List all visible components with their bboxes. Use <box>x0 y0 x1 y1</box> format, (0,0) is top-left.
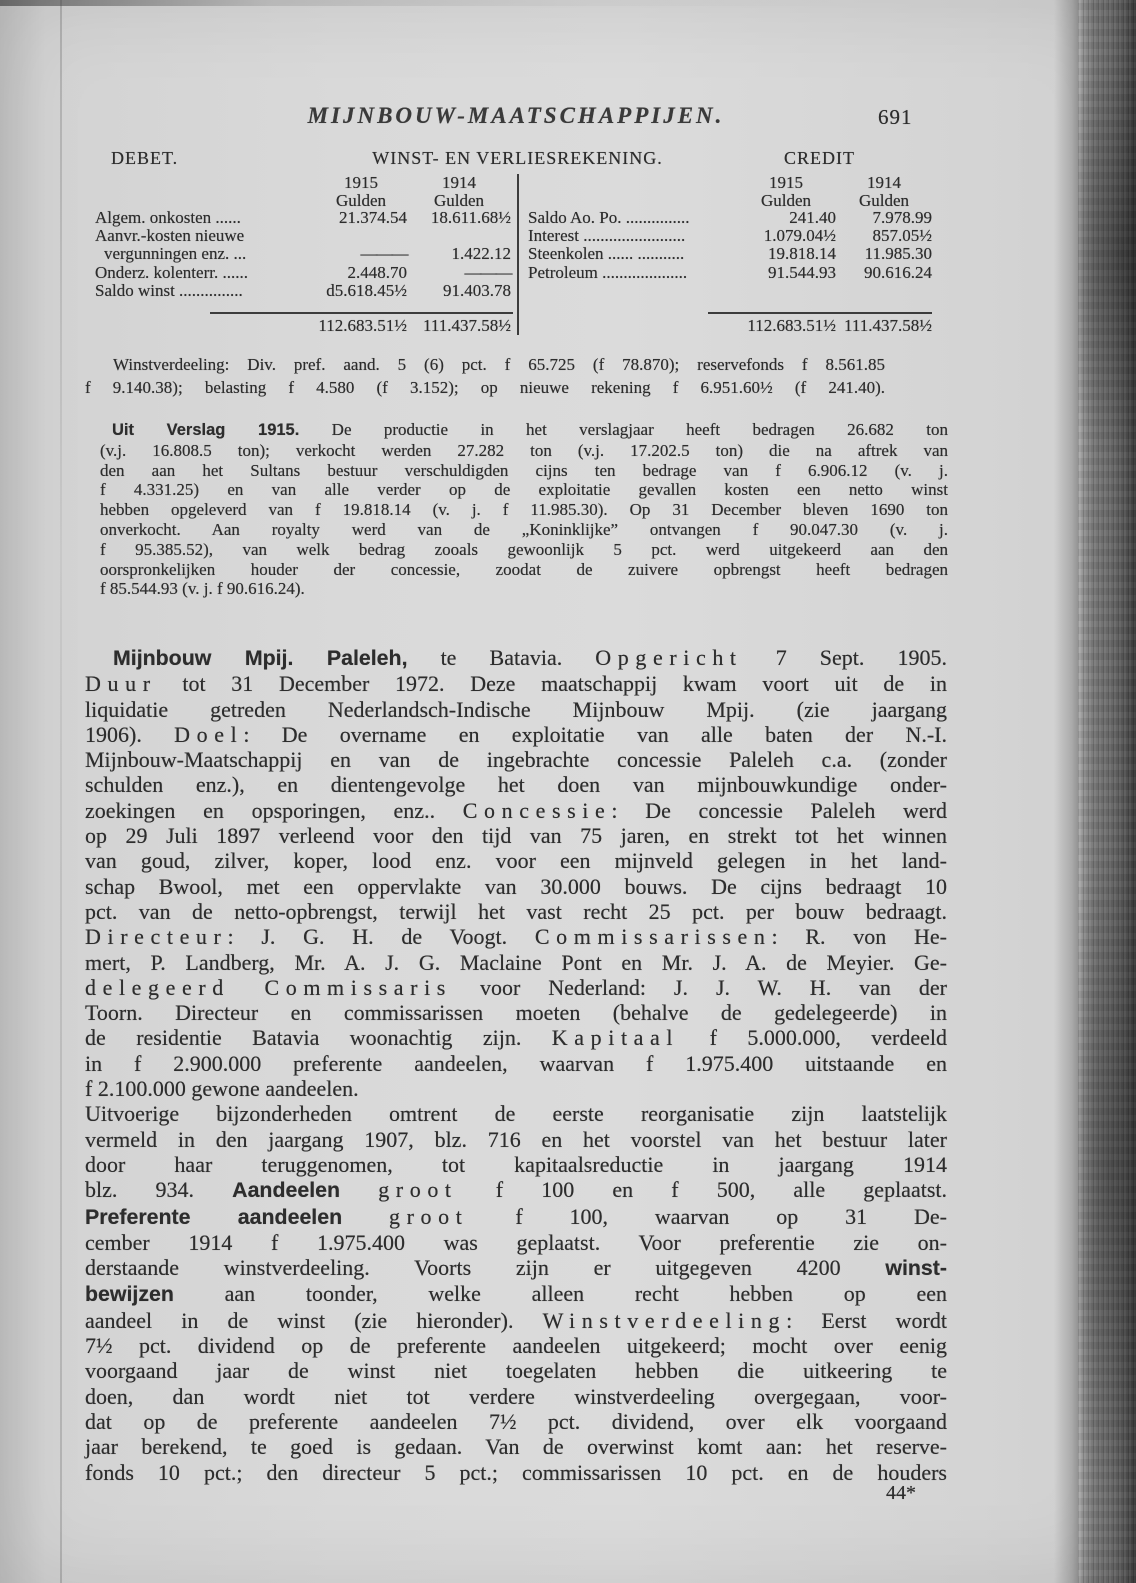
table-title: WINST- EN VERLIESREKENING. <box>372 148 663 168</box>
text-run: Toorn. Directeur en commissarissen moeten (behalve de gedelegeerde) in <box>85 1000 947 1026</box>
annual-report-paragraph <box>100 420 948 599</box>
text-run: f 4.331.25) en van alle verder op de exploitatie gevallen kosten een netto winst <box>100 480 948 500</box>
total-rule <box>210 312 513 314</box>
text-line <box>85 823 947 848</box>
text-run: onverkocht. Aan royalty werd van de „Koninklijke” ontvangen f 90.047.30 (v. j. <box>100 519 948 539</box>
text-run: cember 1914 f 1.975.400 was geplaatst. Voor preferentie zie on- <box>85 1229 947 1255</box>
text-run: vermeld in den jaargang 1907, blz. 716 en het voorstel van het bestuur later <box>85 1126 947 1152</box>
letterspaced-keyword: Directeur <box>85 924 228 950</box>
credit-header: CREDIT <box>784 148 855 168</box>
bold-keyword: winst- <box>885 1256 947 1281</box>
letterspaced-keyword: Duur <box>85 671 157 697</box>
text-run: de residentie Batavia woonachtig zijn. <box>85 1025 552 1051</box>
text-run: Uitvoerige bijzonderheden omtrent de eerste reorganisatie zijn laatstelijk <box>85 1101 947 1127</box>
text-line <box>85 1204 947 1230</box>
text-run: doen, dan wordt niet tot verdere winstverdeeling overgegaan, voor- <box>85 1383 947 1409</box>
bold-keyword: Mijnbouw Mpij. Paleleh, <box>113 646 408 670</box>
text-run: : Eerst wordt <box>786 1307 947 1333</box>
text-line <box>100 441 948 461</box>
bold-keyword: bewijzen <box>85 1282 174 1307</box>
text-run: aandeel in de winst (zie hieronder). <box>85 1307 543 1333</box>
value-1914: 111.437.58½ <box>423 316 511 335</box>
text-line <box>85 798 947 823</box>
value-1914: 7.978.99 <box>872 208 932 227</box>
letterspaced-keyword: delegeerd Commissaris <box>85 974 452 1000</box>
letterspaced-keyword: Opgericht <box>595 645 743 670</box>
value-1915: 112.683.51½ <box>318 316 407 335</box>
text-line <box>85 722 947 747</box>
value-1915: 19.818.14 <box>768 244 836 264</box>
value-1915: 241.40 <box>789 208 836 227</box>
text-run: Winstverdeeling: Div. pref. aand. 5 (6) pct. f 65.725 (f 78.870); reservefonds f 8.561.85 <box>113 355 885 374</box>
value-1915: 2.448.70 <box>347 262 407 282</box>
text-run: aan toonder, welke alleen recht hebben op een <box>173 1281 947 1307</box>
text-run: van goud, zilver, koper, lood enz. voor een mijnveld gelegen in het land- <box>85 848 947 874</box>
value-1915: 21.374.54 <box>339 208 407 227</box>
text-run: De productie in het verslagjaar heeft bedragen 26.682 ton <box>299 420 948 439</box>
value-1914: Gulden <box>858 190 910 210</box>
text-run: Mijnbouw-Maatschappij en van de ingebrachte concessie Paleleh c.a. (zonder <box>85 747 947 773</box>
text-run: den aan het Sultans bestuur verschuldigden cijns ten bedrage van f 6.906.12 (v. j. <box>100 460 948 480</box>
text-run: : R. von He- <box>771 924 947 950</box>
letterspaced-keyword: Concessie <box>462 797 612 823</box>
text-run: f 85.544.93 (v. j. f 90.616.24). <box>100 579 305 599</box>
value-1915: 1.079.04½ <box>763 226 836 246</box>
text-line <box>85 772 947 797</box>
text-run: 7 Sept. 1905. <box>742 645 947 670</box>
text-run: hebben opgeleverd van f 19.818.14 (v. j. f 11.985.30). Op 31 December bleven 1690 ton <box>100 500 948 520</box>
text-run: voorgaand jaar de winst niet toegelaten hebben die uitkeering te <box>85 1358 947 1384</box>
value-1915: 1915 <box>344 173 378 192</box>
text-line <box>100 461 948 481</box>
text-line <box>100 420 948 441</box>
text-line <box>85 671 947 696</box>
text-run: te Batavia. <box>407 645 596 670</box>
table-total-row <box>528 317 940 335</box>
row-label: Onderz. kolenterr. ...... <box>95 263 248 282</box>
text-run: f 100 en f 500, alle geplaatst. <box>457 1177 947 1203</box>
text-run: op 29 Juli 1897 verleend voor den tijd van 75 jaren, en strekt tot het winnen <box>85 823 947 849</box>
text-line <box>100 540 948 560</box>
text-run: in f 2.900.000 preferente aandeelen, waarvan f 1.975.400 uitstaande en <box>85 1050 947 1076</box>
letterspaced-keyword: groot <box>378 1177 458 1203</box>
letterspaced-keyword: Winstverdeeling <box>542 1307 787 1333</box>
text-line <box>100 500 948 520</box>
text-run: fonds 10 pct.; den directeur 5 pct.; commissarissen 10 pct. en de houders <box>85 1459 947 1485</box>
text-line <box>85 376 885 399</box>
text-run: pct. van de netto-opbrengst, terwijl het vast recht 25 pct. per bouw bedraagt. <box>85 898 947 924</box>
letterspaced-keyword: Kapitaal <box>551 1025 680 1051</box>
page-edge-fade <box>1054 0 1078 1583</box>
text-line <box>85 1051 947 1076</box>
value-1914: 91.403.78 <box>443 280 511 300</box>
value-1914: 1914 <box>867 173 901 192</box>
value-1914: 11.985.30 <box>864 244 932 264</box>
text-run: f 5.000.000, verdeeld <box>679 1025 947 1051</box>
text-run: : J. G. H. de Voogt. <box>227 924 535 950</box>
text-run: tot 31 December 1972. Deze maatschappij kwam voort uit de in <box>156 671 947 697</box>
text-line <box>85 1177 947 1203</box>
table-row <box>95 209 517 227</box>
value-1914 <box>407 227 517 245</box>
scan-top-edge-shadow <box>0 0 1078 6</box>
text-line <box>85 924 947 949</box>
text-line <box>85 1255 947 1281</box>
text-line <box>100 520 948 540</box>
row-label <box>95 192 315 210</box>
table-row <box>95 245 517 263</box>
text-line <box>85 1409 947 1434</box>
total-rule <box>708 312 932 314</box>
text-run: 7½ pct. dividend op de preferente aandeelen uitgekeerd; mocht over eenig <box>85 1333 947 1359</box>
text-line <box>85 1127 947 1152</box>
row-label: Steenkolen ...... ........... <box>528 245 685 264</box>
text-line <box>85 697 947 722</box>
row-label: Saldo Ao. Po. ............... <box>528 209 690 227</box>
text-run <box>342 1204 389 1229</box>
value-1914: 857.05½ <box>872 226 932 246</box>
table-total-row <box>95 317 517 335</box>
table-head <box>95 148 940 174</box>
text-line <box>85 975 947 1000</box>
table-header-row <box>95 192 517 210</box>
text-line <box>85 1358 947 1383</box>
page-fold-line <box>60 0 62 1583</box>
text-line <box>85 1333 947 1358</box>
row-label: Algem. onkosten ...... <box>95 209 241 227</box>
value-1914: 18.611.68½ <box>430 208 511 227</box>
profit-loss-table <box>95 148 940 335</box>
text-line <box>100 480 948 500</box>
value-1915: ——— <box>360 244 407 264</box>
text-run: schulden enz.), en dientengevolge het doen van mijnbouwkundige onder- <box>85 772 947 798</box>
text-line <box>85 353 885 376</box>
text-line <box>85 950 947 975</box>
value-1915: 91.544.93 <box>768 262 836 282</box>
text-line <box>100 560 948 580</box>
table-header-row <box>95 174 517 192</box>
text-line <box>85 1152 947 1177</box>
table-row <box>528 264 940 282</box>
table-row <box>528 245 940 263</box>
text-line <box>100 579 948 599</box>
value-1915: 112.683.51½ <box>747 316 836 335</box>
text-run: door haar teruggenomen, tot kapitaalsreductie in jaargang 1914 <box>85 1151 947 1177</box>
table-header-row <box>528 174 940 192</box>
text-run: schap Bwool, met een oppervlakte van 30.000 bouws. De cijns bedraagt 10 <box>85 873 947 899</box>
text-run <box>340 1177 378 1202</box>
text-run: blz. 934. <box>85 1177 233 1203</box>
text-run: jaar berekend, te goed is gedaan. Van de overwinst komt aan: het reserve- <box>85 1434 947 1460</box>
credit-column <box>517 174 940 335</box>
table-row <box>528 209 940 227</box>
row-label <box>528 192 736 210</box>
value-1915: 1915 <box>769 173 803 192</box>
debet-column <box>95 174 517 335</box>
value-1914: ——— <box>464 262 511 282</box>
text-line <box>85 1281 947 1307</box>
text-line <box>85 899 947 924</box>
value-1914: 111.437.58½ <box>844 316 932 335</box>
row-label: vergunningen enz. ... <box>104 245 247 264</box>
row-label: Aanvr.-kosten nieuwe <box>95 227 245 246</box>
value-1915 <box>315 227 407 245</box>
page-number: 691 <box>878 105 913 129</box>
text-run: mert, P. Landberg, Mr. A. J. G. Maclaine Pont en Mr. J. A. de Meyier. Ge- <box>85 949 947 975</box>
text-line <box>85 747 947 772</box>
table-row <box>95 227 517 245</box>
table-row <box>528 227 940 245</box>
table-row <box>95 264 517 282</box>
bold-keyword: Aandeelen <box>232 1178 341 1203</box>
row-label: Interest ........................ <box>528 227 686 246</box>
text-run: (v.j. 16.808.5 ton); verkocht werden 27.282 ton (v.j. 17.202.5 ton) die na aftrek van <box>100 440 948 460</box>
text-run: zoekingen en opsporingen, enz.. <box>85 797 463 823</box>
value-1915: Gulden <box>760 190 812 210</box>
row-label: Petroleum .................... <box>528 263 688 282</box>
text-line <box>85 1434 947 1459</box>
text-run: f 2.100.000 gewone aandeelen. <box>85 1076 359 1102</box>
table-header-row <box>528 192 940 210</box>
profit-distribution-paragraph <box>85 353 885 399</box>
row-label: Saldo winst ............... <box>95 281 243 300</box>
text-line <box>85 645 947 671</box>
text-line <box>85 1308 947 1333</box>
company-description <box>85 645 947 1485</box>
text-line <box>85 1076 947 1101</box>
text-line <box>85 1230 947 1255</box>
text-line <box>85 1000 947 1025</box>
text-run: oorspronkelijken houder der concessie, zoodat de zuivere opbrengst heeft bedragen <box>100 559 948 579</box>
row-label <box>528 174 736 192</box>
letterspaced-keyword: Commissarissen <box>534 924 772 950</box>
table-rows <box>95 209 517 301</box>
bold-keyword: Uit Verslag 1915. <box>112 421 300 439</box>
value-1914: 1.422.12 <box>451 244 511 264</box>
text-line <box>85 874 947 899</box>
text-run: : De overname en exploitatie van alle baten der N.-I. <box>243 721 947 747</box>
text-run: voor Nederland: J. J. W. H. van der <box>451 974 947 1000</box>
value-1915: Gulden <box>335 190 387 210</box>
value-1915: d5.618.45½ <box>326 280 407 300</box>
text-run: f 100, waarvan op 31 De- <box>468 1203 948 1229</box>
row-label <box>95 174 315 192</box>
text-line <box>85 1101 947 1126</box>
text-run: f 9.140.38); belasting f 4.580 (f 3.152); op nieuwe rekening f 6.951.60½ (f 241.40). <box>85 378 885 397</box>
letterspaced-keyword: Doel <box>174 721 244 747</box>
text-run: f 95.385.52), van welk bedrag zooals gewoonlijk 5 pct. werd uitgekeerd aan den <box>100 539 948 559</box>
value-1914: 90.616.24 <box>864 262 932 282</box>
bold-keyword: Preferente aandeelen <box>85 1204 343 1229</box>
row-label <box>95 317 315 335</box>
text-run: derstaande winstverdeeling. Voorts zijn er uitgegeven 4200 <box>85 1255 886 1281</box>
text-line <box>85 1384 947 1409</box>
row-label <box>528 317 736 335</box>
table-rows <box>528 209 940 301</box>
value-1914: 1914 <box>442 173 476 192</box>
text-line <box>85 1460 947 1485</box>
text-run: dat op de preferente aandeelen 7½ pct. dividend, over elk voorgaand <box>85 1408 947 1434</box>
text-run: 1906). <box>85 721 175 747</box>
table-row <box>95 282 517 300</box>
letterspaced-keyword: groot <box>389 1203 469 1229</box>
text-run: liquidatie getreden Nederlandsch-Indische Mijnbouw Mpij. (zie jaargang <box>85 696 947 722</box>
value-1914: Gulden <box>433 190 485 210</box>
table-body <box>95 174 940 335</box>
debet-header: DEBET. <box>111 148 179 168</box>
text-line <box>85 848 947 873</box>
text-line <box>85 1025 947 1050</box>
text-run: : De concessie Paleleh werd <box>611 797 947 823</box>
book-fore-edge <box>1078 0 1136 1583</box>
running-header: MIJNBOUW-MAATSCHAPPIJEN. <box>307 103 725 128</box>
signature-mark: 44* <box>886 1482 916 1504</box>
